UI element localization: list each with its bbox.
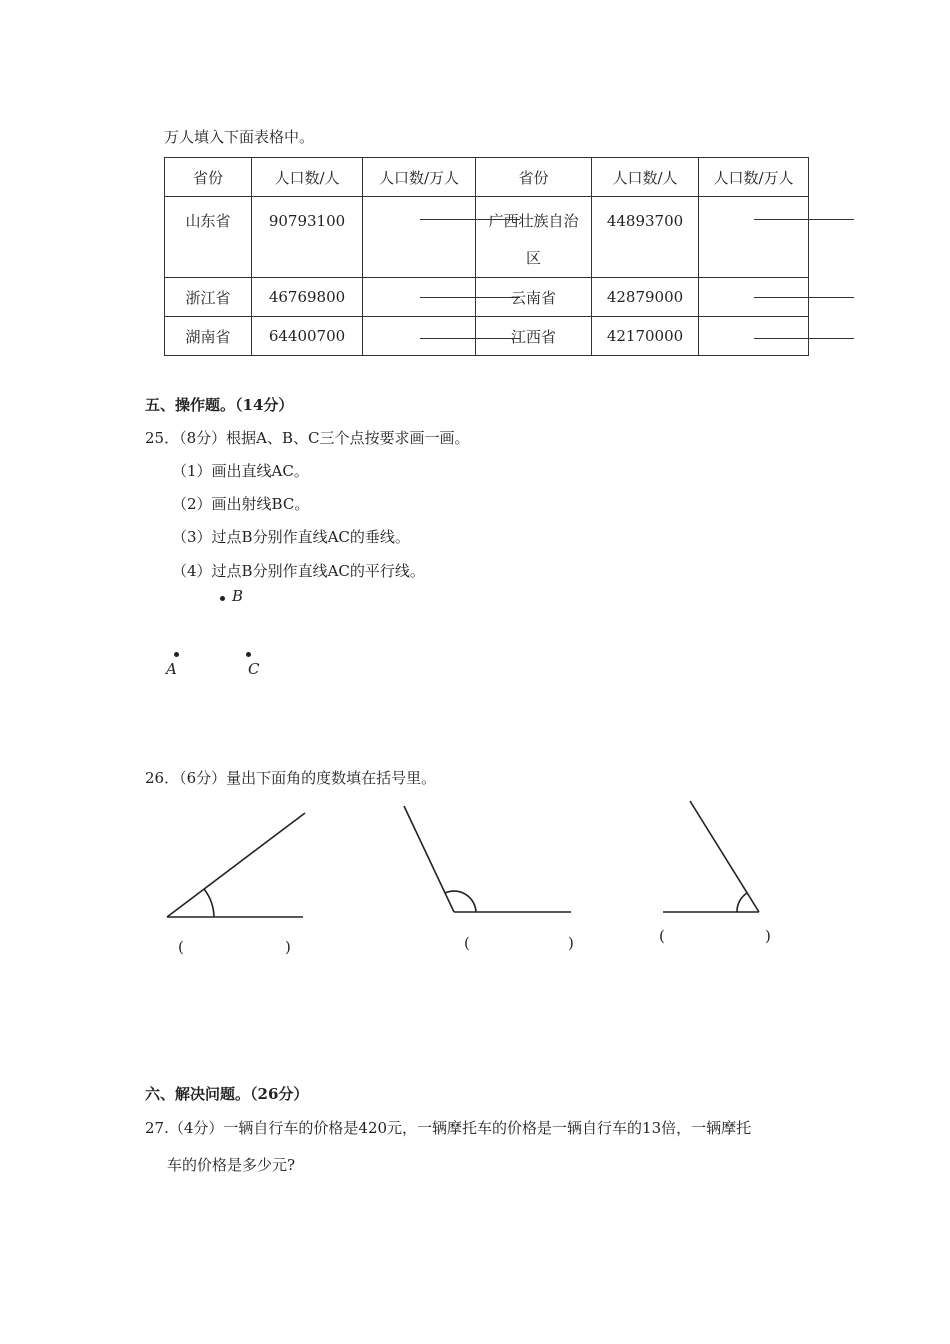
bracket-close-3: ) [765, 927, 771, 945]
point-b-label: B [232, 587, 244, 605]
header-population-1: 人口数/人 [252, 158, 363, 197]
cell-province: 山东省 [165, 197, 252, 278]
cell-province: 云南省 [476, 278, 592, 317]
point-c-label: C [248, 660, 260, 678]
cell-population: 42170000 [592, 317, 699, 356]
cell-population: 44893700 [592, 197, 699, 278]
cell-province: 广西壮族自治 区 [476, 197, 592, 278]
bracket-close-1: ) [285, 938, 291, 956]
q25-prompt: 25．（8分）根据A、B、C三个点按要求画一画。 [145, 429, 470, 447]
bracket-close-2: ) [568, 934, 574, 952]
intro-text: 万人填入下面表格中。 [164, 128, 315, 146]
cell-population: 64400700 [252, 317, 363, 356]
angle-1-arc [204, 889, 214, 917]
section-5-title: 五、操作题。（14分） [145, 396, 294, 414]
cell-population: 90793100 [252, 197, 363, 278]
q25-item-1: （1）画出直线AC。 [172, 462, 309, 480]
q25-item-2: （2）画出射线BC。 [172, 495, 310, 513]
q27-line-2: 车的价格是多少元? [167, 1156, 296, 1174]
header-province-2: 省份 [476, 158, 592, 197]
cell-population: 42879000 [592, 278, 699, 317]
header-population-wan-2: 人口数/万人 [699, 158, 809, 197]
q25-item-3: （3）过点B分别作直线AC的垂线。 [172, 528, 410, 546]
angle-3-arc [737, 893, 747, 912]
q26-prompt: 26．（6分）量出下面角的度数填在括号里。 [145, 769, 437, 787]
point-a-label: A [166, 660, 177, 678]
bracket-open-1: ( [178, 938, 184, 956]
angle-2 [404, 806, 571, 912]
header-population-2: 人口数/人 [592, 158, 699, 197]
q27-line-1: 27.（4分）一辆自行车的价格是420元，一辆摩托车的价格是一辆自行车的13倍，一辆摩托 [145, 1119, 752, 1137]
cell-province: 江西省 [476, 317, 592, 356]
angle-1-ray-a [167, 813, 305, 917]
q25-item-4: （4）过点B分别作直线AC的平行线。 [172, 562, 425, 580]
angle-3-ray-a [690, 801, 759, 912]
header-population-wan-1: 人口数/万人 [363, 158, 476, 197]
section-6-title: 六、解决问题。（26分） [145, 1085, 309, 1103]
angle-3 [663, 801, 759, 912]
cell-province: 湖南省 [165, 317, 252, 356]
angle-1 [167, 813, 305, 917]
bracket-open-3: ( [659, 927, 665, 945]
angle-2-ray-a [404, 806, 454, 912]
header-province-1: 省份 [165, 158, 252, 197]
cell-population: 46769800 [252, 278, 363, 317]
cell-province: 浙江省 [165, 278, 252, 317]
bracket-open-2: ( [464, 934, 470, 952]
